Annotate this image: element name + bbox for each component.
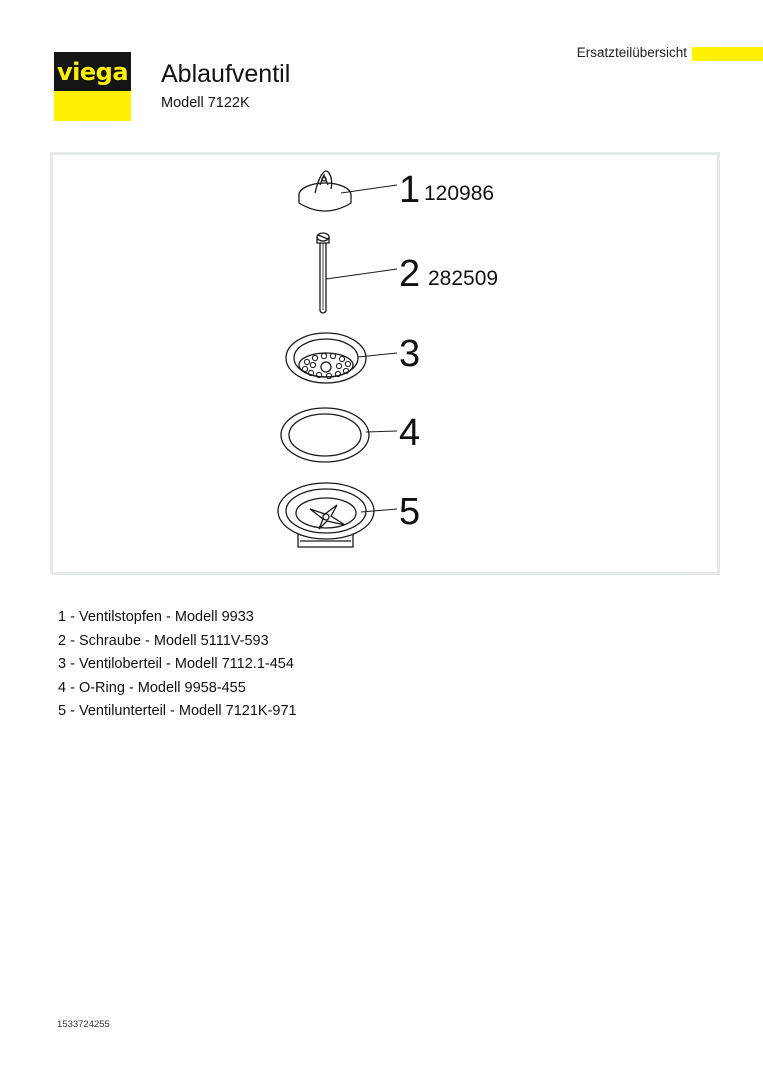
exploded-view-svg	[53, 155, 717, 572]
viega-logo	[54, 52, 131, 121]
parts-list	[58, 606, 297, 724]
callout-2-number: 2	[399, 253, 421, 295]
callout-1-article: 120986	[424, 182, 495, 205]
part-2-screw-illustration	[317, 233, 329, 313]
list-item: 3 - Ventiloberteil - Modell 7112.1-454	[58, 656, 294, 672]
viega-logo-wordmark: viega	[54, 52, 131, 91]
exploded-view-drawing	[50, 152, 720, 575]
list-item: 4 - O-Ring - Modell 9958-455	[58, 679, 246, 696]
part-1-stopper-illustration	[299, 171, 351, 211]
page-title: Ablaufventil	[161, 60, 291, 88]
list-item: 2 - Schraube - Modell 5111V-593	[58, 632, 269, 649]
callout-5-number: 5	[399, 491, 421, 533]
list-item: 1 - Ventilstopfen - Modell 9933	[58, 609, 254, 625]
callout-4-number: 4	[399, 412, 421, 454]
page-subtitle: Modell 7122K	[161, 95, 250, 111]
part-5-valve-body-illustration	[278, 483, 374, 547]
part-3-strainer-illustration	[286, 333, 366, 383]
document-type-accent-bar	[692, 47, 763, 61]
callout-2-article: 282509	[428, 267, 499, 290]
document-type-label: Ersatzteilübersicht	[576, 45, 687, 60]
callout-3-number: 3	[399, 333, 421, 375]
list-item: 5 - Ventilunterteil - Modell 7121K-971	[58, 703, 297, 719]
part-4-o-ring-illustration	[281, 408, 369, 462]
document-number: 1533724255	[57, 1019, 110, 1030]
callout-1-number: 1	[399, 169, 421, 211]
